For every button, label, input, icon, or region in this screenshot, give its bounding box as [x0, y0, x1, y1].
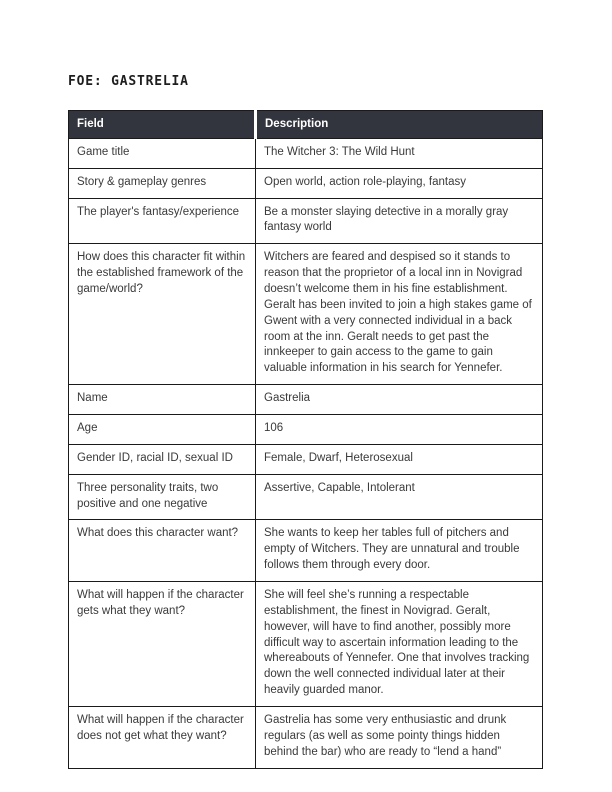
field-cell: Age [69, 415, 256, 445]
field-cell: The player's fantasy/experience [69, 198, 256, 244]
description-cell: Be a monster slaying detective in a morally gray fantasy world [256, 198, 543, 244]
table-row [69, 168, 543, 198]
page-title: FOE: GASTRELIA [68, 74, 189, 89]
description-cell: Gastrelia has some very enthusiastic and drunk regulars (as well as some pointy things hidden behind the bar) who are ready to “lend a hand” [256, 707, 543, 769]
table-header-row [69, 111, 543, 139]
table-row [69, 582, 543, 707]
field-cell: What will happen if the character gets what they want? [69, 582, 256, 707]
table-row [69, 474, 543, 520]
table-row [69, 138, 543, 168]
field-cell: How does this character fit within the established framework of the game/world? [69, 244, 256, 385]
field-column-header: Field [69, 111, 256, 139]
description-cell: 106 [256, 415, 543, 445]
description-cell: Assertive, Capable, Intolerant [256, 474, 543, 520]
description-cell: Gastrelia [256, 385, 543, 415]
description-column-header: Description [256, 111, 543, 139]
field-cell: Game title [69, 138, 256, 168]
table-row [69, 198, 543, 244]
field-cell: Story & gameplay genres [69, 168, 256, 198]
field-cell: What will happen if the character does not get what they want? [69, 707, 256, 769]
description-cell: The Witcher 3: The Wild Hunt [256, 138, 543, 168]
table-row [69, 707, 543, 769]
description-cell: She will feel she’s running a respectable establishment, the finest in Novigrad. Geralt, however, will have to find another, possibly more difficult way to ascertain information leading to the whereabouts of Yennefer. One that involves tracking down the well connected individual later at their heavily guarded manor. [256, 582, 543, 707]
description-cell: She wants to keep her tables full of pitchers and empty of Witchers. They are unnatural and trouble follows them through every door. [256, 520, 543, 582]
field-cell: What does this character want? [69, 520, 256, 582]
field-cell: Three personality traits, two positive and one negative [69, 474, 256, 520]
table-row [69, 244, 543, 385]
table-row [69, 415, 543, 445]
field-cell: Gender ID, racial ID, sexual ID [69, 444, 256, 474]
field-cell: Name [69, 385, 256, 415]
description-cell: Open world, action role-playing, fantasy [256, 168, 543, 198]
table-row [69, 385, 543, 415]
table-row [69, 444, 543, 474]
description-cell: Witchers are feared and despised so it stands to reason that the proprietor of a local inn in Novigrad doesn’t welcome them in his fine establishment. Geralt has been invited to join a high stakes game of Gwent with a very connected individual in a back room at the inn. Geralt needs to get past the innkeeper to gain access to the game to gain valuable information in his search for Yennefer. [256, 244, 543, 385]
description-cell: Female, Dwarf, Heterosexual [256, 444, 543, 474]
table-row [69, 520, 543, 582]
character-sheet-table [68, 110, 543, 769]
